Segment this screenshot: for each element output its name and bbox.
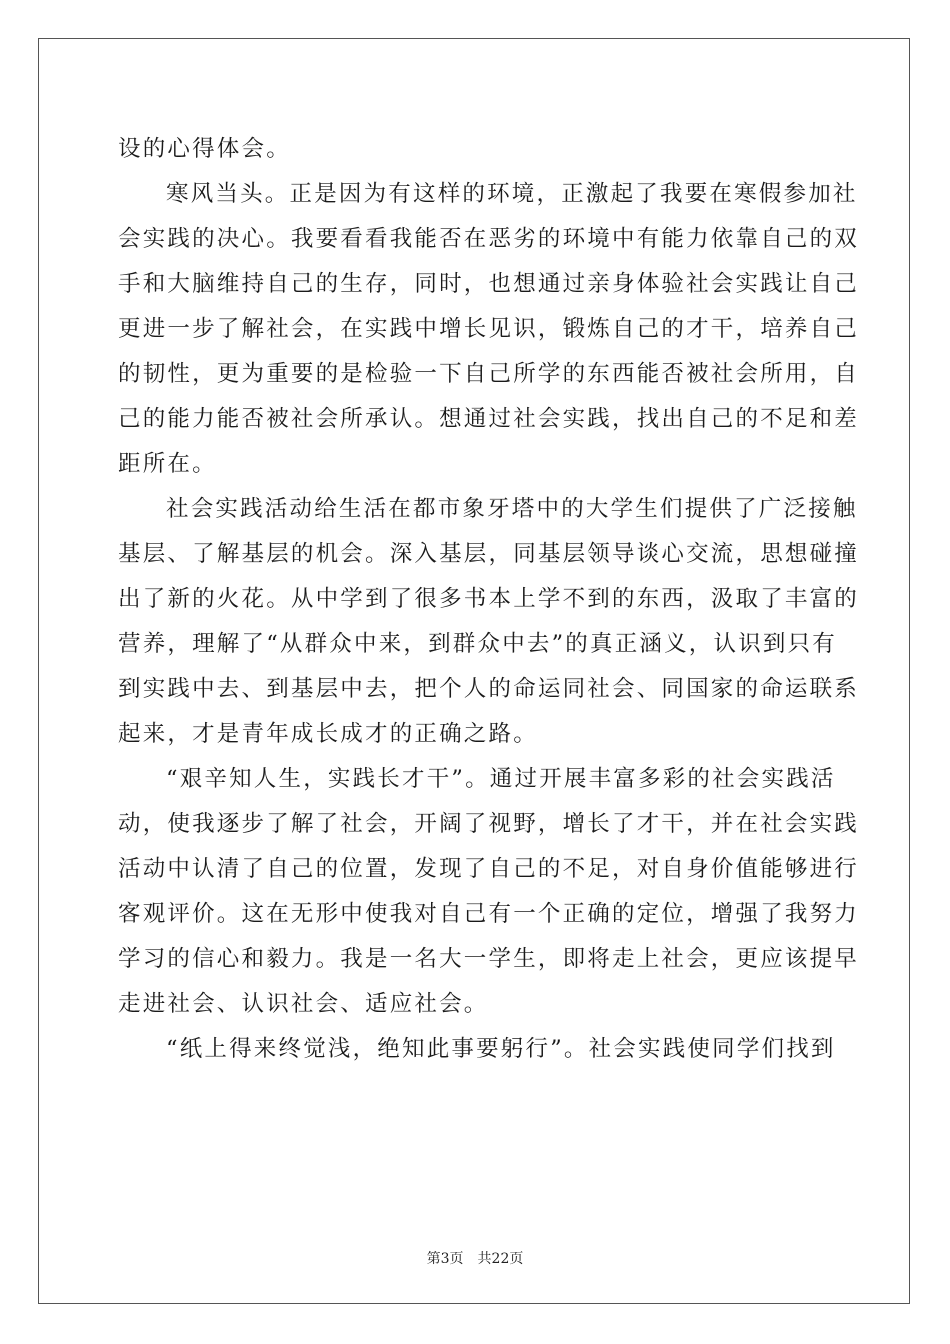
text-line: 更进一步了解社会，在实践中增长见识，锻炼自己的才干，培养自己 [118, 316, 860, 342]
current-page-number: 第3页 [426, 1251, 464, 1267]
text-line: “艰辛知人生，实践长才干”。通过开展丰富多彩的社会实践活 [166, 766, 836, 792]
text-line: 设的心得体会。 [118, 136, 291, 162]
text-line: 距所在。 [118, 451, 217, 477]
text-line: 基层、了解基层的机会。深入基层，同基层领导谈心交流，思想碰撞 [118, 541, 860, 567]
text-line: 己的能力能否被社会所承认。想通过社会实践，找出自己的不足和差 [118, 406, 860, 432]
text-line: 手和大脑维持自己的生存，同时，也想通过亲身体验社会实践让自己 [118, 271, 860, 297]
text-line: 的韧性，更为重要的是检验一下自己所学的东西能否被社会所用，自 [118, 361, 860, 387]
text-line: 客观评价。这在无形中使我对自己有一个正确的定位，增强了我努力 [118, 901, 860, 927]
text-line: 会实践的决心。我要看看我能否在恶劣的环境中有能力依靠自己的双 [118, 226, 860, 252]
text-line: 寒风当头。正是因为有这样的环境，正激起了我要在寒假参加社 [166, 181, 858, 207]
text-line: 社会实践活动给生活在都市象牙塔中的大学生们提供了广泛接触 [166, 496, 858, 522]
text-line: “纸上得来终觉浅，绝知此事要躬行”。社会实践使同学们找到 [166, 1036, 836, 1062]
text-line: 动，使我逐步了解了社会，开阔了视野，增长了才干，并在社会实践 [118, 811, 860, 837]
text-line: 到实践中去、到基层中去，把个人的命运同社会、同国家的命运联系 [118, 676, 860, 702]
text-line: 活动中认清了自己的位置，发现了自己的不足，对自身价值能够进行 [118, 856, 860, 882]
total-pages: 共22页 [477, 1251, 524, 1267]
text-line: 出了新的火花。从中学到了很多书本上学不到的东西，汲取了丰富的 [118, 586, 860, 612]
text-line: 学习的信心和毅力。我是一名大一学生，即将走上社会，更应该提早 [118, 946, 860, 972]
document-body [118, 127, 860, 1072]
text-line: 营养，理解了“从群众中来，到群众中去”的真正涵义，认识到只有 [118, 631, 838, 657]
text-line: 走进社会、认识社会、适应社会。 [118, 991, 489, 1017]
text-line: 起来，才是青年成长成才的正确之路。 [118, 721, 538, 747]
page-footer [0, 1248, 950, 1268]
